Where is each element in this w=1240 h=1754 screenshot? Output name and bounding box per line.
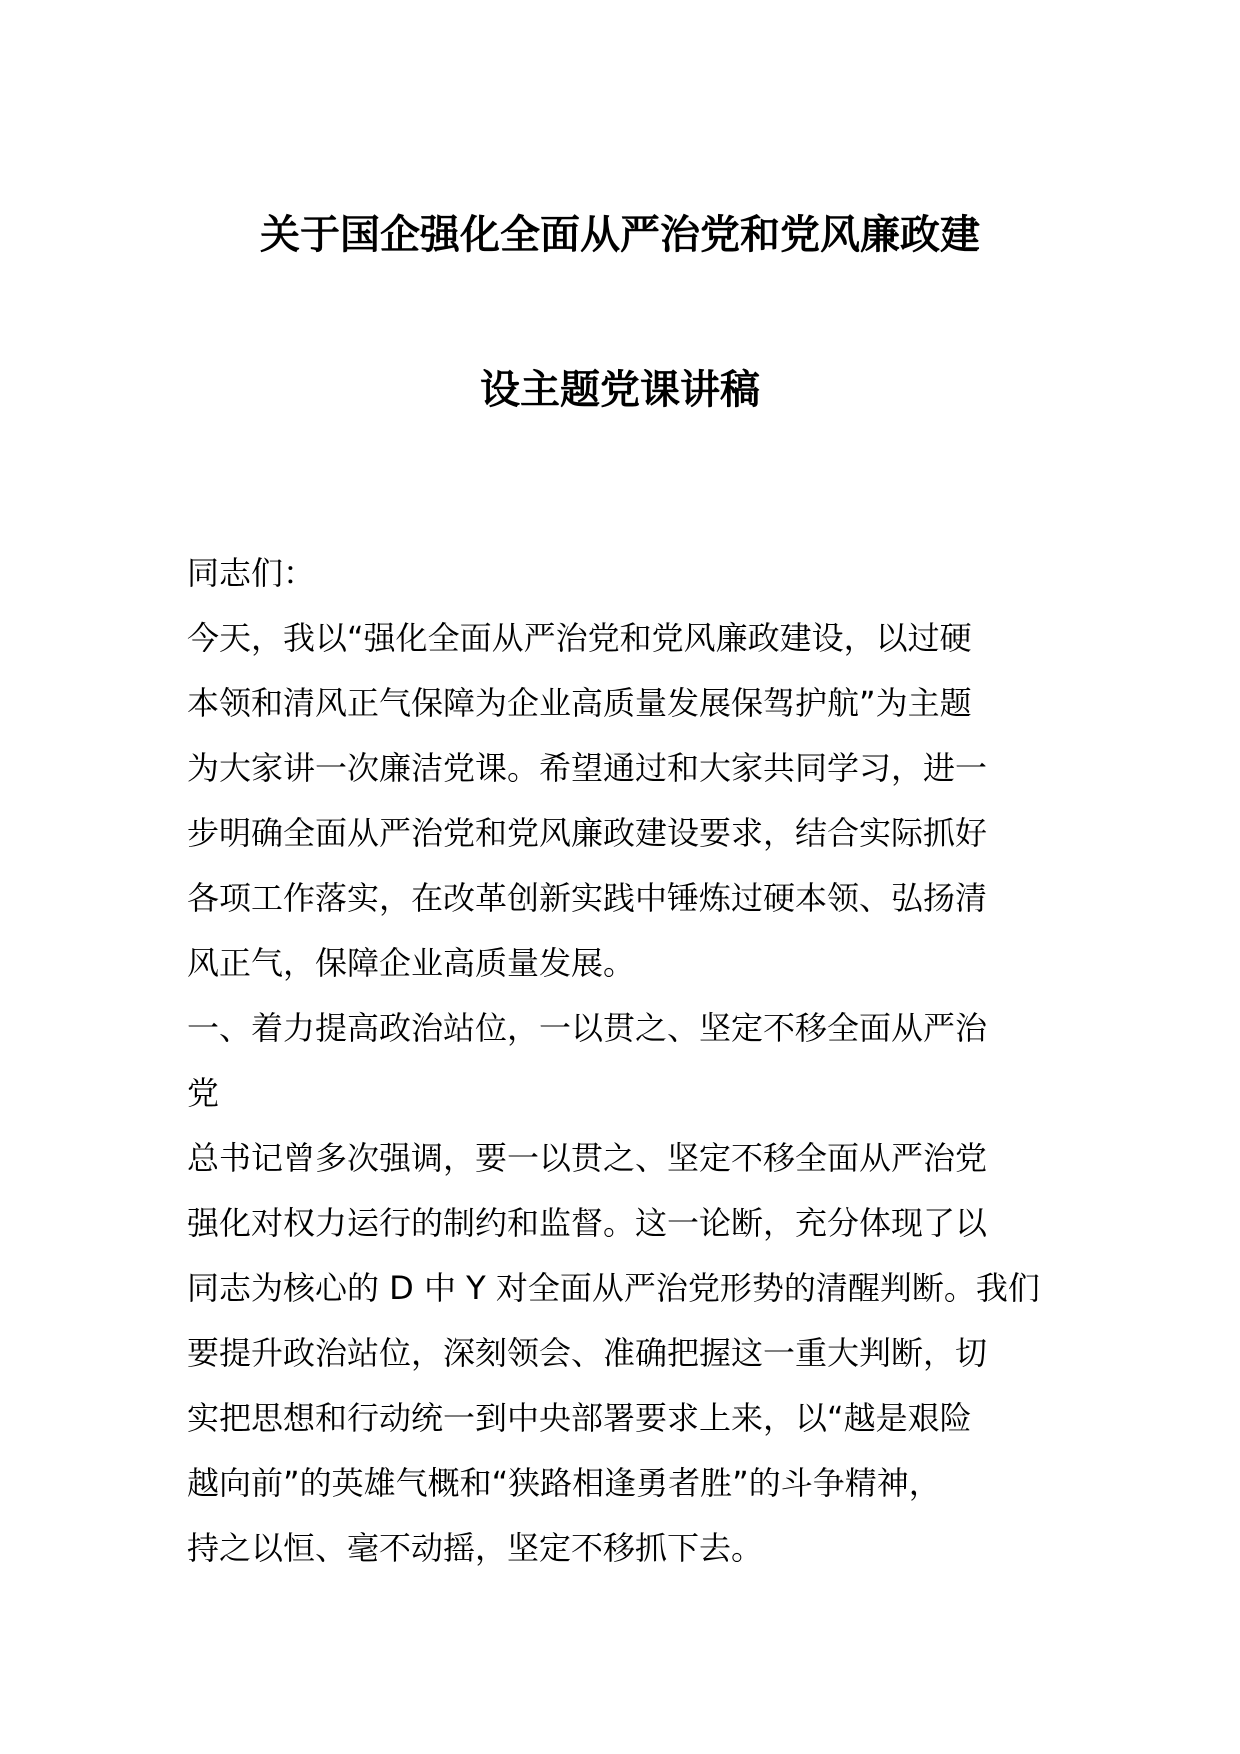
body-line: 风正气，保障企业高质量发展。 [187, 944, 636, 982]
body-line: 同志为核心的 D 中 Y 对全面从严治党形势的清醒判断。我们 [187, 1269, 1040, 1307]
section-heading-line: 一、着力提高政治站位，一以贯之、坚定不移全面从严治 [187, 1009, 988, 1047]
body-line: 要提升政治站位，深刻领会、准确把握这一重大判断，切 [187, 1334, 988, 1372]
document-title-line-1: 关于国企强化全面从严治党和党风廉政建 [260, 212, 980, 258]
body-line: 越向前”的英雄气概和“狭路相逢勇者胜”的斗争精神， [187, 1464, 941, 1502]
salutation: 同志们： [187, 554, 316, 592]
body-line: 总书记曾多次强调，要一以贯之、坚定不移全面从严治党 [187, 1139, 988, 1177]
body-line: 今天，我以“强化全面从严治党和党风廉政建设，以过硬 [187, 619, 972, 657]
body-line: 为大家讲一次廉洁党课。希望通过和大家共同学习，进一 [187, 749, 988, 787]
document-title-line-2: 设主题党课讲稿 [480, 367, 760, 413]
body-line: 本领和清风正气保障为企业高质量发展保驾护航”为主题 [187, 684, 972, 722]
body-line: 持之以恒、毫不动摇，坚定不移抓下去。 [187, 1529, 764, 1567]
body-line: 实把思想和行动统一到中央部署要求上来，以“越是艰险 [187, 1399, 972, 1437]
body-line: 步明确全面从严治党和党风廉政建设要求，结合实际抓好 [187, 814, 988, 852]
body-line: 各项工作落实，在改革创新实践中锤炼过硬本领、弘扬清 [187, 879, 988, 917]
body-line: 强化对权力运行的制约和监督。这一论断，充分体现了以 [187, 1204, 988, 1242]
section-heading-line: 党 [187, 1074, 220, 1112]
